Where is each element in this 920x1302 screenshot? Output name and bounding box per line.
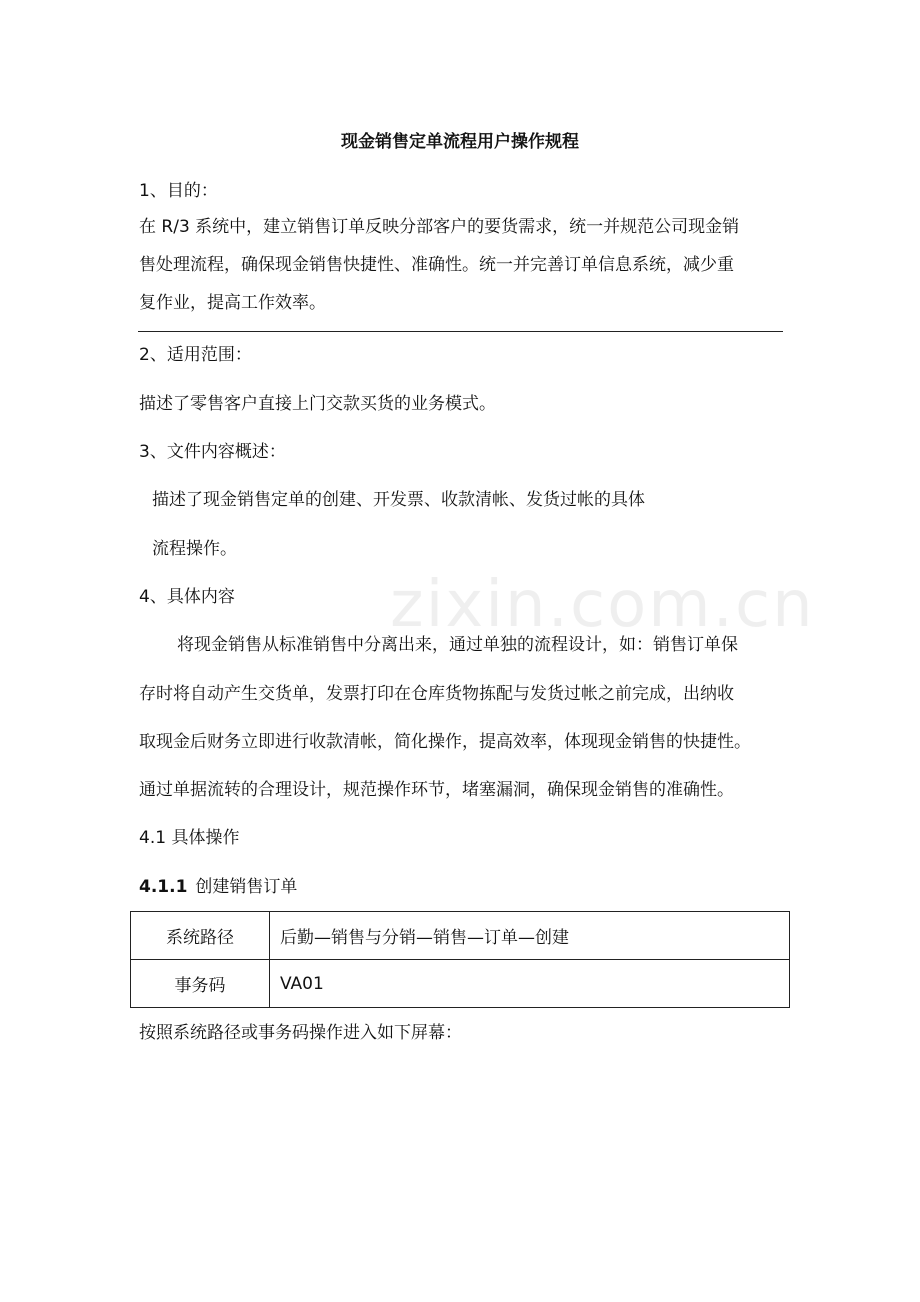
section-4-1-1-heading: [139, 876, 297, 898]
section-4-line-2: 存时将自动产生交货单，发票打印在仓库货物拣配与发货过帐之前完成，出纳收: [139, 684, 734, 704]
section-4-1-heading: 4.1 具体操作: [139, 828, 240, 848]
document-title: 现金销售定单流程用户操作规程: [341, 132, 579, 152]
table-cell-label: 事务码: [131, 960, 270, 1008]
section-3-heading: 3、文件内容概述：: [139, 442, 286, 462]
table-cell-value: VA01: [270, 960, 790, 1008]
section-4-heading: 4、具体内容: [139, 587, 235, 607]
footer-instruction: 按照系统路径或事务码操作进入如下屏幕：: [139, 1023, 462, 1043]
section-4-line-4: 通过单据流转的合理设计，规范操作环节，堵塞漏洞，确保现金销售的准确性。: [139, 780, 734, 800]
transaction-table: [130, 911, 790, 1008]
section-4-line-3: 取现金后财务立即进行收款清帐，简化操作，提高效率，体现现金销售的快捷性。: [139, 732, 751, 752]
section-4-line-1: 将现金销售从标准销售中分离出来，通过单独的流程设计，如：销售订单保: [177, 635, 738, 655]
section-1-line-2: 售处理流程，确保现金销售快捷性、准确性。统一并完善订单信息系统，减少重: [139, 255, 734, 275]
table-row: [131, 912, 790, 960]
table-cell-value: 后勤—销售与分销—销售—订单—创建: [270, 912, 790, 960]
section-1-heading: 1、目的：: [139, 181, 218, 201]
section-text: 创建销售订单: [195, 877, 298, 897]
section-3-line-1: 描述了现金销售定单的创建、开发票、收款清帐、发货过帐的具体: [152, 490, 645, 510]
table-row: [131, 960, 790, 1008]
section-number: 4.1.1: [139, 877, 188, 897]
section-3-line-2: 流程操作。: [152, 539, 237, 559]
section-2-heading: 2、适用范围：: [139, 345, 252, 365]
watermark: zixin.com.cn: [390, 568, 815, 642]
horizontal-divider: [138, 331, 783, 332]
section-1-line-1: 在 R/3 系统中，建立销售订单反映分部客户的要货需求，统一并规范公司现金销: [139, 217, 740, 237]
section-2-body: 描述了零售客户直接上门交款买货的业务模式。: [139, 394, 496, 414]
table-cell-label: 系统路径: [131, 912, 270, 960]
section-1-line-3: 复作业，提高工作效率。: [139, 293, 326, 313]
